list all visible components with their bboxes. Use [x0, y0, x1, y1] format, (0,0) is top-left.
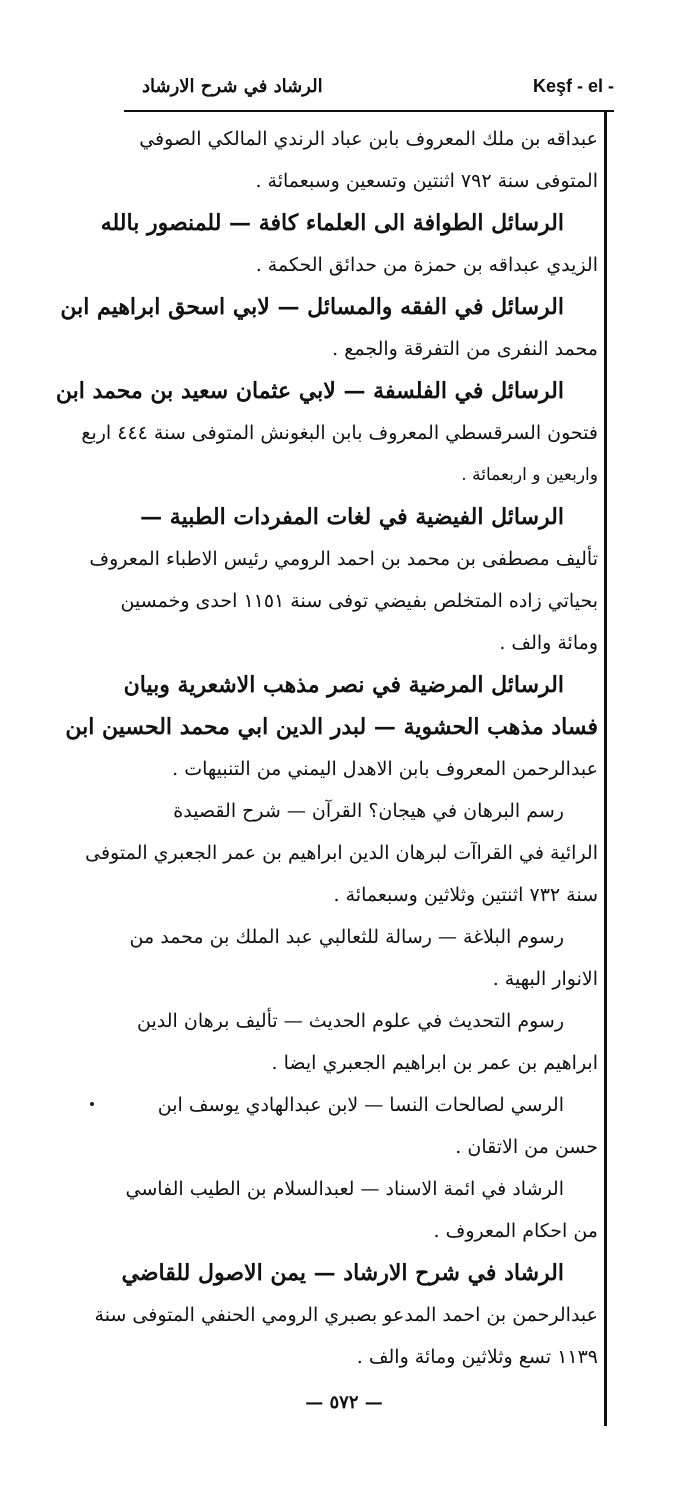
text-line: واربعين و اربعمائة . — [461, 465, 598, 485]
text-line: سنة ٧٣٢ اثنتين وثلاثين وسبعمائة . — [333, 884, 598, 906]
text-line: الرسي لصالحات النسا — لابن عبدالهادي يوسف ابن — [157, 1094, 564, 1116]
text-line: محمد النفرى من التفرقة والجمع . — [332, 338, 598, 360]
text-line: الرسائل في الفقه والمسائل — لابي اسحق ابراهيم ابن — [60, 294, 564, 320]
text-line: الرسائل الفيضية في لغات المفردات الطبية — — [140, 504, 564, 530]
text-line: ١١٣٩ تسع وثلاثين ومائة والف . — [356, 1346, 598, 1368]
margin-rule — [604, 110, 607, 1426]
page-number: — ٥٧٢ — — [305, 1392, 383, 1413]
text-line: من احكام المعروف . — [433, 1220, 598, 1242]
text-line: رسوم البلاغة — رسالة للثعالبي عبد الملك بن محمد من — [129, 926, 564, 948]
text-line: رسم البرهان في هيجان؟ القرآن — شرح القصيدة — [173, 800, 564, 822]
text-line: المتوفى سنة ٧٩٢ اثنتين وتسعين وسبعمائة . — [255, 170, 598, 192]
text-line: الرشاد في ائمة الاسناد — لعبدالسلام بن الطيب الفاسي — [125, 1178, 564, 1200]
stray-mark — [90, 1102, 94, 1106]
text-line: الرشاد في شرح الارشاد — يمن الاصول للقاضي — [121, 1260, 564, 1286]
text-line: الرائية في القراآت لبرهان الدين ابراهيم بن عمر الجعبري المتوفى — [85, 842, 598, 864]
text-line: الرسائل الطوافة الى العلماء كافة — للمنصور بالله — [100, 210, 564, 236]
text-line: بحياتي زاده المتخلص بفيضي توفى سنة ١١٥١ احدى وخمسين — [120, 590, 598, 612]
running-header — [124, 74, 618, 110]
running-title: الرشاد في شرح الارشاد — [142, 76, 323, 97]
header-rule — [124, 110, 614, 112]
text-line: حسن من الاتقان . — [455, 1136, 598, 1158]
text-line: فساد مذهب الحشوية — لبدر الدين ابي محمد الحسين ابن — [65, 714, 598, 740]
text-line: ابراهيم بن عمر بن ابراهيم الجعبري ايضا . — [271, 1052, 598, 1074]
text-line: تأليف مصطفى بن محمد بن احمد الرومي رئيس الاطباء المعروف — [89, 548, 598, 570]
text-line: عبدالرحمن المعروف بابن الاهدل اليمني من التنبيهات . — [172, 758, 598, 780]
text-line: الانوار البهية . — [492, 968, 598, 990]
text-line: الرسائل في الفلسفة — لابي عثمان سعيد بن محمد ابن — [55, 378, 564, 404]
text-line: ومائة والف . — [499, 632, 598, 654]
text-line: عبداقه بن ملك المعروف بابن عباد الرندي المالكي الصوفي — [139, 128, 598, 150]
language-label: Keşf - el - — [532, 76, 614, 96]
text-line: فتحون السرقسطي المعروف بابن البغونش المتوفى سنة ٤٤٤ اربع — [81, 422, 598, 444]
text-line: عبدالرحمن بن احمد المدعو بصبري الرومي الحنفي المتوفى سنة — [94, 1304, 598, 1326]
text-line: رسوم التحديث في علوم الحديث — تأليف برهان الدين — [137, 1010, 564, 1032]
text-line: الرسائل المرضية في نصر مذهب الاشعرية وبيان — [123, 672, 564, 698]
page-body — [55, 118, 598, 1378]
text-line: الزيدي عبداقه بن حمزة من حدائق الحكمة . — [255, 254, 598, 276]
